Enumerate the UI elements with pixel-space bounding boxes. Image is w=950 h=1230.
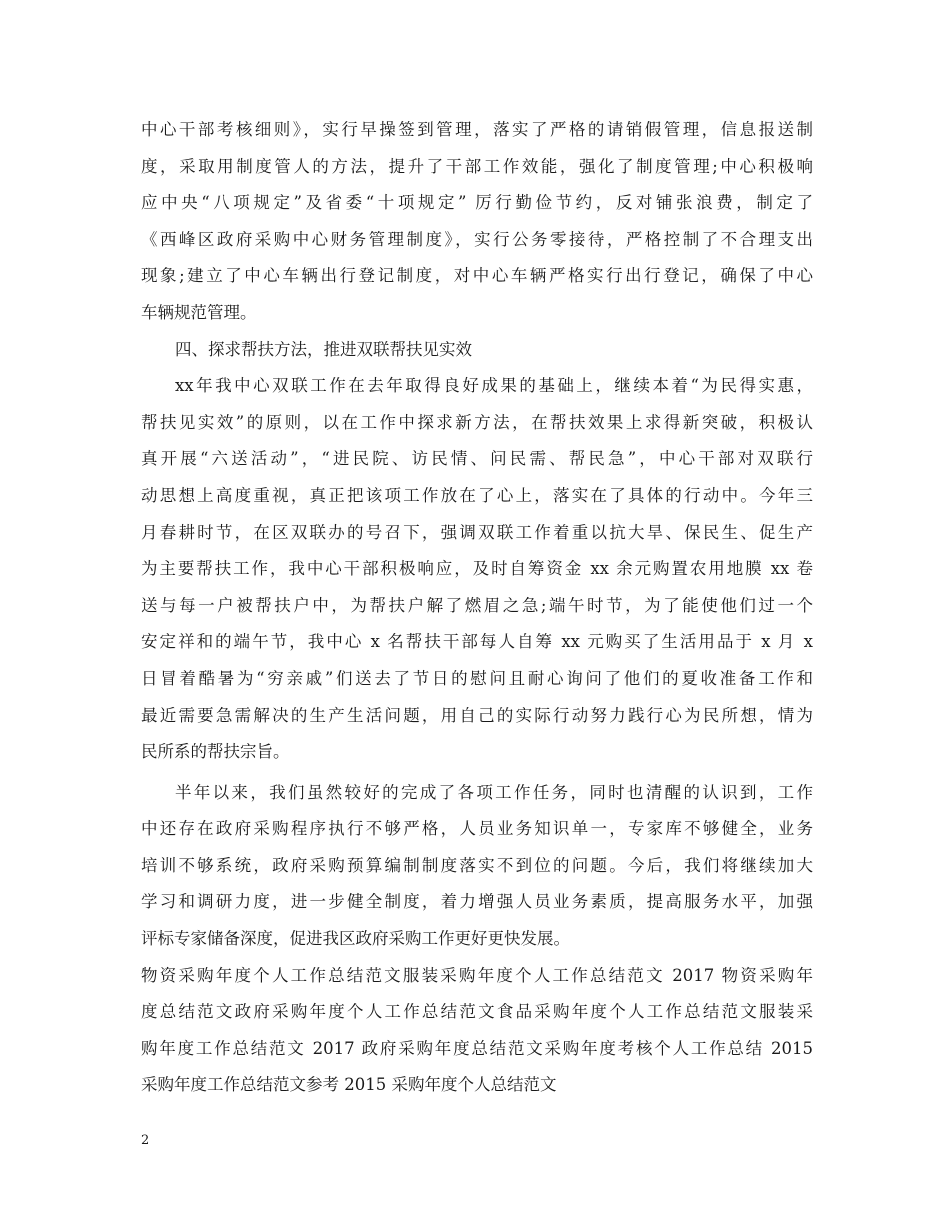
related-titles-line: 采购年度工作总结范文参考 2015 采购年度个人总结范文 — [141, 1075, 557, 1095]
text-line: 学习和调研力度，进一步健全制度，着力增强人员业务素质，提高服务水平，加强 — [141, 892, 813, 912]
text-line: 现象;建立了中心车辆出行登记制度，对中心车辆严格实行出行登记，确保了中心 — [141, 266, 813, 286]
text-line: xx年我中心双联工作在去年取得良好成果的基础上，继续本着“为民得实惠， — [175, 376, 813, 396]
related-titles-line: 购年度工作总结范文 2017 政府采购年度总结范文采购年度考核个人工作总结 2015 — [141, 1038, 813, 1058]
page-number: 2 — [141, 1133, 150, 1148]
text-line: 日冒着酷暑为“穷亲戚”们送去了节日的慰问且耐心询问了他们的夏收准备工作和 — [141, 668, 813, 688]
text-line: 帮扶见实效”的原则，以在工作中探求新方法，在帮扶效果上求得新突破，积极认 — [141, 412, 813, 432]
text-line: 《西峰区政府采购中心财务管理制度》，实行公务零接待，严格控制了不合理支出 — [141, 229, 813, 249]
text-line: 应中央“八项规定”及省委“十项规定” 厉行勤俭节约，反对铺张浪费，制定了 — [141, 193, 813, 213]
related-titles-line: 度总结范文政府采购年度个人工作总结范文食品采购年度个人工作总结范文服装采 — [141, 1002, 813, 1022]
document-body — [141, 112, 813, 1104]
text-line: 评标专家储备深度，促进我区政府采购工作更好更快发展。 — [141, 929, 570, 949]
text-line: 月春耕时节，在区双联办的号召下，强调双联工作着重以抗大旱、保民生、促生产 — [141, 522, 813, 542]
text-line: 培训不够系统，政府采购预算编制制度落实不到位的问题。今后，我们将继续加大 — [141, 855, 813, 875]
text-line: 为主要帮扶工作，我中心干部积极响应，及时自筹资金 xx 余元购置农用地膜 xx 卷 — [141, 559, 813, 579]
text-line: 安定祥和的端午节，我中心 x 名帮扶干部每人自筹 xx 元购买了生活用品于 x 月 x — [141, 632, 813, 652]
text-line: 真开展“六送活动”，“进民院、访民情、问民需、帮民急”，中心干部对双联行 — [141, 449, 813, 469]
text-line: 中心干部考核细则》，实行早操签到管理，落实了严格的请销假管理，信息报送制 — [141, 120, 813, 139]
text-line: 车辆规范管理。 — [141, 302, 257, 322]
text-line: 中还存在政府采购程序执行不够严格，人员业务知识单一，专家库不够健全，业务 — [141, 819, 813, 839]
text-line: 民所系的帮扶宗旨。 — [141, 742, 290, 762]
related-titles-line: 物资采购年度个人工作总结范文服装采购年度个人工作总结范文 2017 物资采购年 — [141, 965, 813, 985]
section-heading: 四、探求帮扶方法，推进双联帮扶见实效 — [175, 339, 472, 359]
text-line: 送与每一户被帮扶户中，为帮扶户解了燃眉之急;端午时节，为了能使他们过一个 — [141, 595, 813, 615]
text-line: 动思想上高度重视，真正把该项工作放在了心上，落实在了具体的行动中。今年三 — [141, 485, 813, 505]
text-line: 最近需要急需解决的生产生活问题，用自己的实际行动努力践行心为民所想，情为 — [141, 705, 813, 725]
text-line: 度，采取用制度管人的方法，提升了干部工作效能，强化了制度管理;中心积极响 — [141, 156, 813, 176]
text-line: 半年以来，我们虽然较好的完成了各项工作任务，同时也清醒的认识到，工作 — [175, 782, 813, 802]
